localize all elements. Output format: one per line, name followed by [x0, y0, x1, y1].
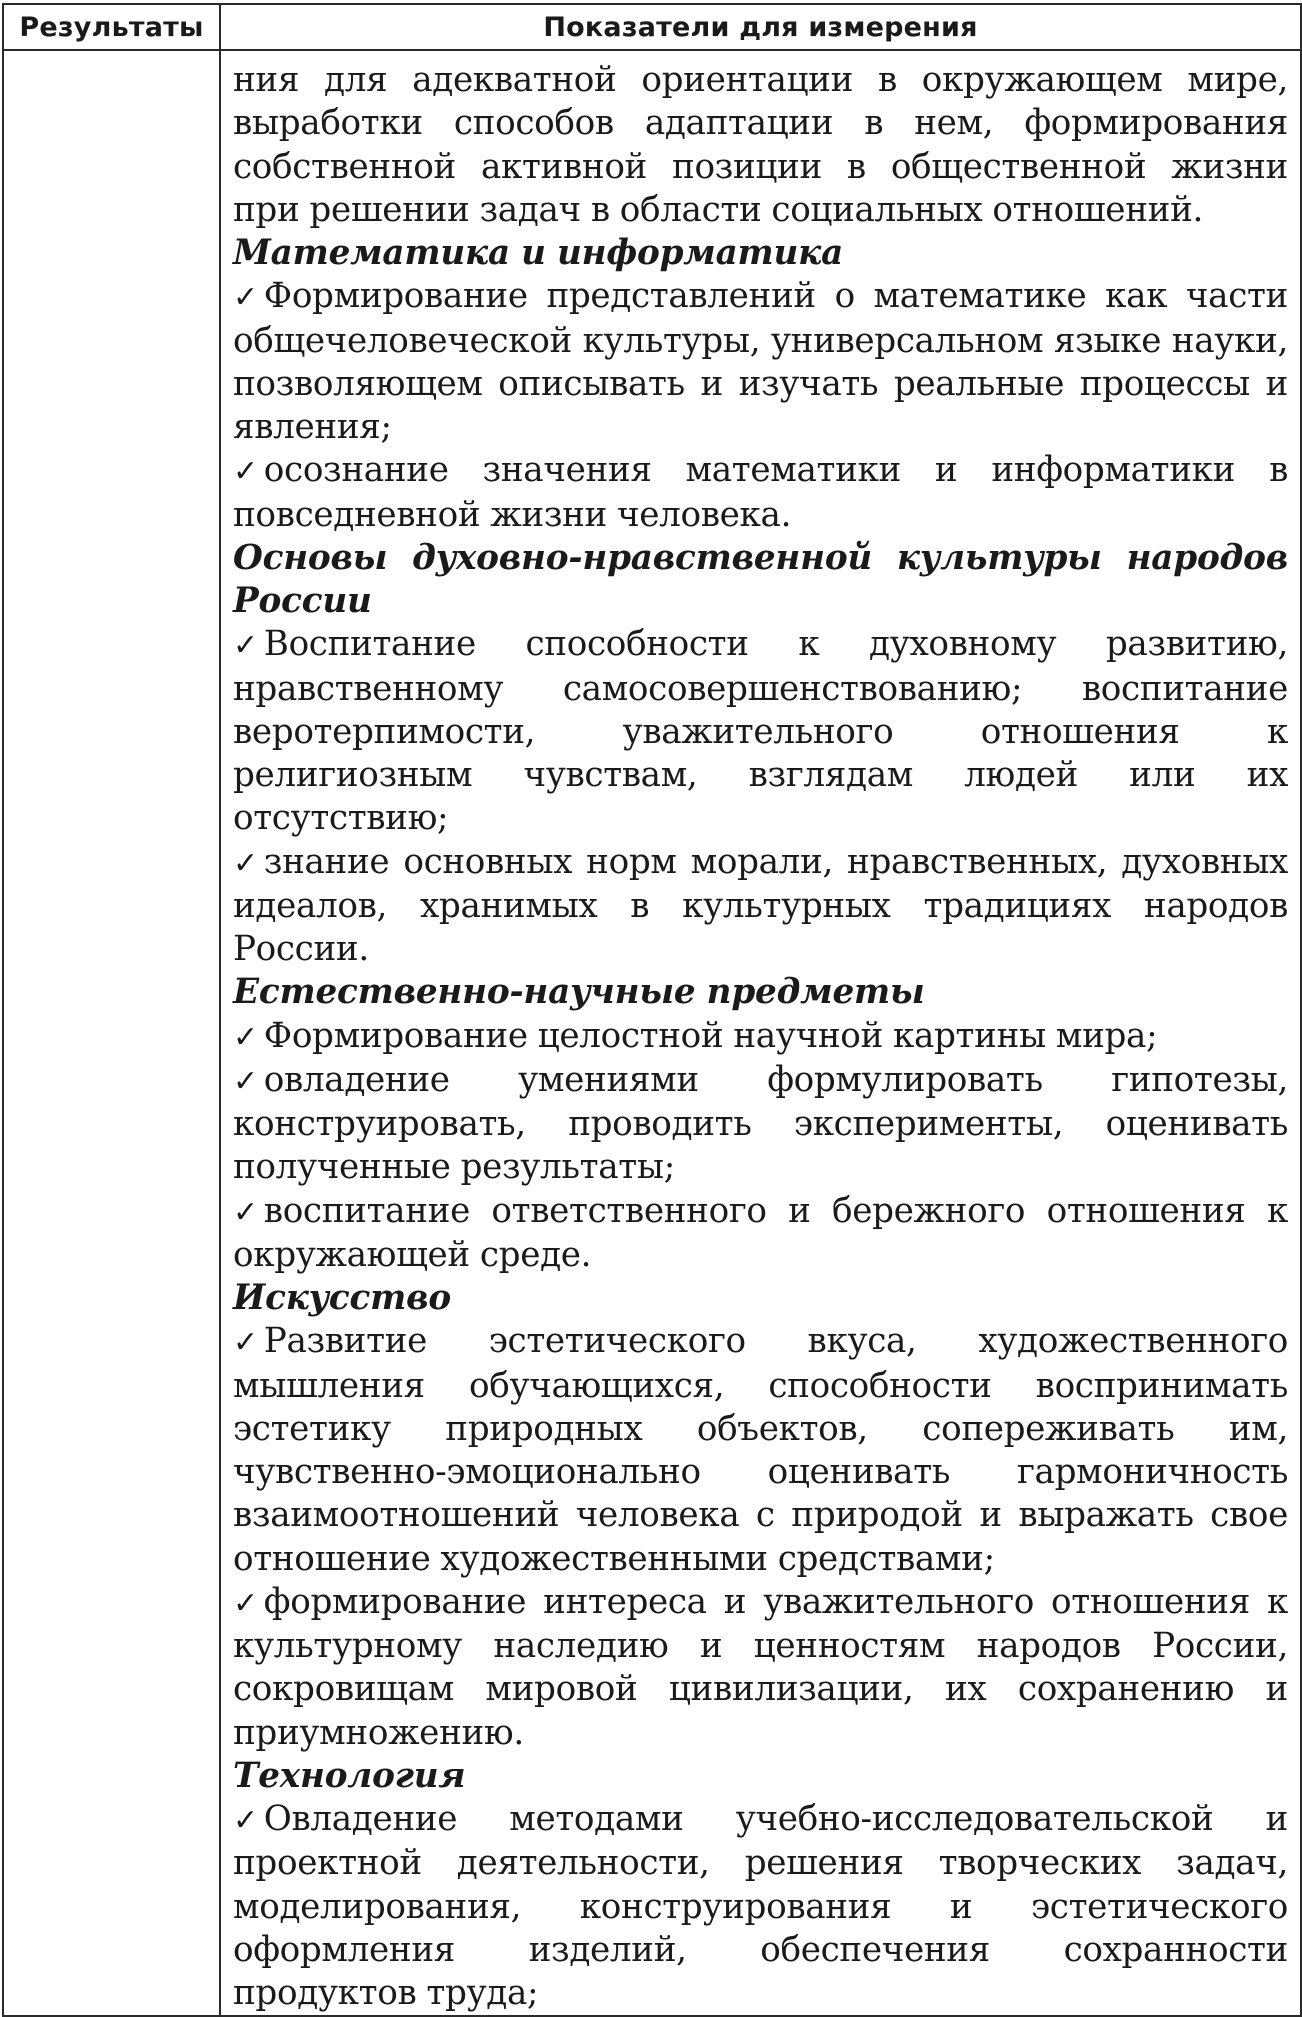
list-item: [233, 1320, 1288, 1581]
list-item-text: Овладение методами учебно-исследовательской и проектной деятельности, решения творческих задач, моделирования, конструирования и эстетического оформления изделий, обеспечения сохранности продуктов труда;: [233, 1799, 1288, 2013]
list-item: [233, 1015, 1288, 1059]
checkmark-icon: ✓: [233, 845, 258, 881]
list-item-text: знание основных норм морали, нравственных, духовных идеалов, хранимых в культурных традициях народов России.: [233, 841, 1288, 969]
header-indicators: Показатели для измерения: [220, 4, 1301, 50]
list-item-text: осознание значения математики и информатики в повседневной жизни человека.: [233, 450, 1288, 535]
table-row: [3, 50, 1301, 2016]
indicators-content: [233, 59, 1288, 2015]
section-title: Математика и информатика: [233, 233, 844, 273]
list-item: [233, 841, 1288, 972]
list-item: [233, 1059, 1288, 1190]
checkmark-icon: ✓: [233, 1585, 258, 1621]
list-item-text: Развитие эстетического вкуса, художественного мышления обучающихся, способности воспринимать эстетику природных объектов, сопереживать им, чувственно-эмоционально оценивать гармоничность взаимоотношений человека с природой и выражать свое отношение художественными средствами;: [233, 1321, 1288, 1579]
checkmark-icon: ✓: [233, 1063, 258, 1099]
section-title: Искусство: [233, 1278, 451, 1318]
list-item-text: Формирование целостной научной картины мира;: [263, 1015, 1158, 1056]
list-item-text: овладение умениями формулировать гипотезы, конструировать, проводить эксперименты, оценивать полученные результаты;: [233, 1059, 1288, 1188]
section-title: Естественно-научные предметы: [233, 972, 925, 1013]
results-cell: [3, 50, 220, 2016]
results-table: [2, 3, 1302, 2017]
table-header-row: [3, 4, 1301, 50]
list-item: [233, 449, 1288, 537]
intro-paragraph: ния для адекватной ориентации в окружающем мире, выработки способов адаптации в нем, формирования собственной активной позиции в общественной жизни при решении задач в области социальных отношений.: [233, 60, 1288, 230]
list-item-text: воспитание ответственного и бережного отношения к окружающей среде.: [233, 1190, 1288, 1275]
header-results: Результаты: [3, 4, 220, 50]
checkmark-icon: ✓: [233, 1194, 258, 1230]
list-item: [233, 1581, 1288, 1755]
checkmark-icon: ✓: [233, 1019, 258, 1055]
section-title: Технология: [233, 1755, 466, 1796]
checkmark-icon: ✓: [233, 1325, 258, 1361]
list-item: [233, 275, 1288, 449]
checkmark-icon: ✓: [233, 280, 258, 316]
indicators-cell: [220, 50, 1301, 2016]
list-item: [233, 1190, 1288, 1278]
list-item: [233, 623, 1288, 840]
checkmark-icon: ✓: [233, 628, 258, 664]
checkmark-icon: ✓: [233, 1803, 258, 1838]
section-title: Основы духовно-нравственной культуры народов России: [233, 537, 1288, 621]
list-item-text: Воспитание способности к духовному развитию, нравственному самосовершенствованию; воспитание веротерпимости, уважительного отношения к религиозным чувствам, взглядам людей или их отсутствию;: [233, 624, 1288, 839]
list-item-text: формирование интереса и уважительного отношения к культурному наследию и ценностям народов России, сокровищам мировой цивилизации, их сохранению и приумножению.: [233, 1581, 1288, 1753]
checkmark-icon: ✓: [233, 454, 258, 490]
list-item: [233, 1798, 1288, 2015]
list-item-text: Формирование представлений о математике как части общечеловеческой культуры, универсальном языке науки, позволяющем описывать и изучать реальные процессы и явления;: [233, 276, 1288, 447]
